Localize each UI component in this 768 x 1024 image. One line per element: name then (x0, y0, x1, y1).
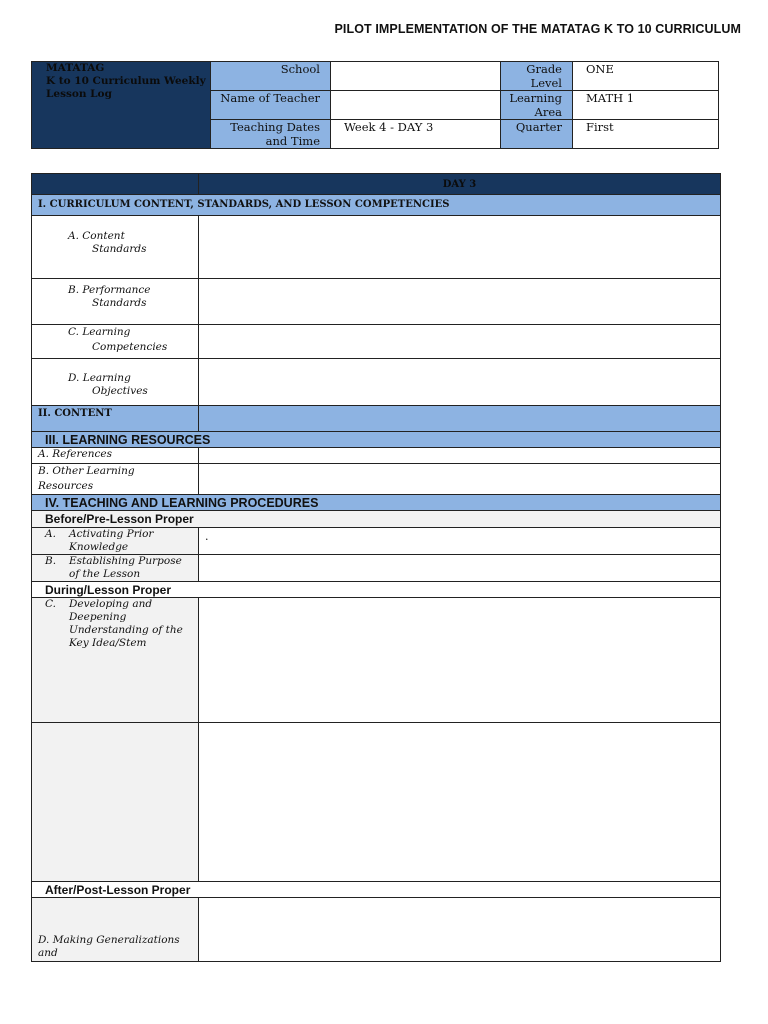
grade-level-value: ONE (586, 62, 614, 76)
developing-understanding-label: C. Developing and Deepening Understanding of the Key Idea/Stem (45, 598, 183, 649)
page-header: PILOT IMPLEMENTATION OF THE MATATAG K TO 10 CURRICULUM (334, 22, 741, 36)
blank-procedure-field[interactable] (199, 723, 721, 882)
learning-objectives-field[interactable] (199, 359, 721, 406)
section-content: II. CONTENT (38, 408, 112, 419)
grade-level-label: Grade Level (526, 62, 562, 90)
matatag-title: MATATAG K to 10 Curriculum Weekly Lesson Log (46, 62, 206, 100)
activating-prior-knowledge-label: A. Activating Prior Knowledge (45, 528, 154, 553)
section-teaching-procedures: IV. TEACHING AND LEARNING PROCEDURES (45, 495, 319, 510)
references-field[interactable] (199, 448, 721, 464)
making-generalizations-field[interactable] (199, 898, 721, 962)
activating-prior-knowledge-field[interactable]: . (199, 528, 721, 555)
grade-level-field[interactable] (573, 62, 719, 91)
school-label: School (280, 62, 320, 76)
school-field[interactable] (331, 62, 501, 91)
other-resources-label: B. Other Learning Resources (38, 465, 135, 492)
during-lesson-heading: During/Lesson Proper (45, 582, 172, 597)
teaching-dates-field[interactable] (331, 120, 501, 149)
lesson-log-header-table (31, 61, 719, 149)
section-learning-resources: III. LEARNING RESOURCES (45, 432, 211, 447)
content-field[interactable] (199, 406, 721, 432)
establishing-purpose-field[interactable] (199, 555, 721, 582)
teacher-name-field[interactable] (331, 91, 501, 120)
matatag-logo-cell (32, 62, 211, 149)
learning-area-value: MATH 1 (586, 91, 635, 105)
quarter-field[interactable] (573, 120, 719, 149)
before-lesson-heading: Before/Pre-Lesson Proper (45, 512, 194, 526)
teacher-name-label: Name of Teacher (220, 91, 320, 105)
teaching-dates-label: Teaching Dates and Time (230, 120, 320, 148)
after-lesson-heading: After/Post-Lesson Proper (45, 882, 191, 897)
blank-procedure-cell (32, 723, 199, 882)
references-label: A. References (38, 448, 112, 460)
other-resources-field[interactable] (199, 464, 721, 495)
making-generalizations-label: D. Making Generalizations and (38, 934, 180, 959)
developing-understanding-field[interactable] (199, 598, 721, 723)
lesson-log-main-table (31, 173, 721, 962)
day-header: DAY 3 (442, 178, 477, 190)
performance-standards-label: B. Performance Standards (68, 284, 151, 309)
learning-area-field[interactable] (573, 91, 719, 120)
quarter-label: Quarter (515, 120, 562, 134)
learning-objectives-label: D. Learning Objectives (68, 372, 148, 397)
section-curriculum-content: I. CURRICULUM CONTENT, STANDARDS, AND LESSON COMPETENCIES (38, 199, 450, 210)
content-standards-field[interactable] (199, 216, 721, 279)
content-standards-label: A. Content Standards (68, 230, 147, 255)
teaching-dates-value: Week 4 - DAY 3 (344, 120, 434, 134)
quarter-value: First (586, 120, 614, 134)
learning-competencies-field[interactable] (199, 325, 721, 359)
performance-standards-field[interactable] (199, 279, 721, 325)
learning-area-label: Learning Area (509, 91, 562, 119)
establishing-purpose-label: B. Establishing Purpose of the Lesson (45, 555, 182, 580)
learning-competencies-label: C. Learning Competencies (68, 326, 168, 353)
day-header-blank (32, 174, 199, 195)
